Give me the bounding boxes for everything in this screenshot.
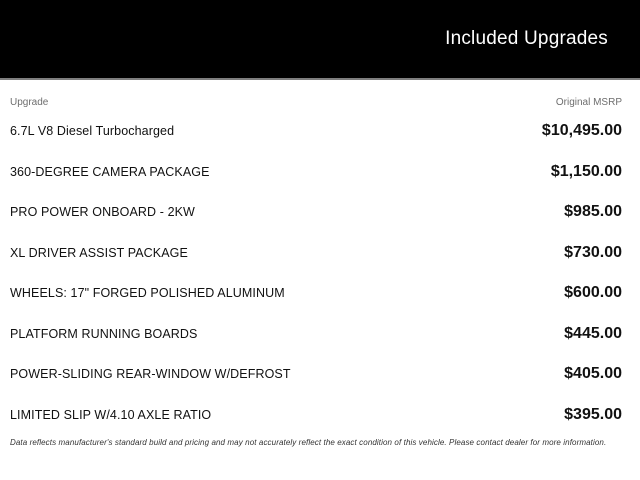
upgrade-price: $1,150.00 <box>550 162 622 180</box>
upgrade-price: $730.00 <box>564 243 622 261</box>
table-row <box>10 314 622 355</box>
table-row <box>10 233 622 274</box>
table-row <box>10 152 622 193</box>
upgrade-price: $600.00 <box>564 284 622 302</box>
column-header-upgrade: Upgrade <box>10 96 49 108</box>
column-header-original-msrp: Original MSRP <box>555 96 622 108</box>
upgrade-price: $985.00 <box>564 203 622 221</box>
upgrade-price: $10,495.00 <box>541 122 622 140</box>
upgrades-table-body <box>10 111 622 435</box>
upgrade-name: PRO POWER ONBOARD - 2KW <box>10 205 195 220</box>
table-row <box>10 192 622 233</box>
upgrades-table <box>0 93 640 447</box>
upgrade-name: 360-DEGREE CAMERA PACKAGE <box>10 164 210 179</box>
upgrade-name: 6.7L V8 Diesel Turbocharged <box>10 124 175 139</box>
upgrade-price: $395.00 <box>564 405 622 423</box>
table-column-headers <box>10 93 622 111</box>
upgrade-name: LIMITED SLIP W/4.10 AXLE RATIO <box>10 407 212 422</box>
table-row <box>10 354 622 395</box>
panel-header <box>0 0 640 80</box>
table-row <box>10 395 622 436</box>
upgrade-name: XL DRIVER ASSIST PACKAGE <box>10 245 188 260</box>
upgrade-name: POWER-SLIDING REAR-WINDOW W/DEFROST <box>10 367 291 382</box>
upgrade-price: $405.00 <box>564 365 622 383</box>
upgrade-name: PLATFORM RUNNING BOARDS <box>10 326 198 341</box>
table-row <box>10 273 622 314</box>
disclaimer-text: Data reflects manufacturer's standard build and pricing and may not accurately reflect the exact condition of this vehicle. Please contact dealer for more information. <box>10 438 607 447</box>
page-title: Included Upgrades <box>445 28 608 49</box>
upgrade-name: WHEELS: 17" FORGED POLISHED ALUMINUM <box>10 286 285 301</box>
upgrade-price: $445.00 <box>564 324 622 342</box>
table-row <box>10 111 622 152</box>
